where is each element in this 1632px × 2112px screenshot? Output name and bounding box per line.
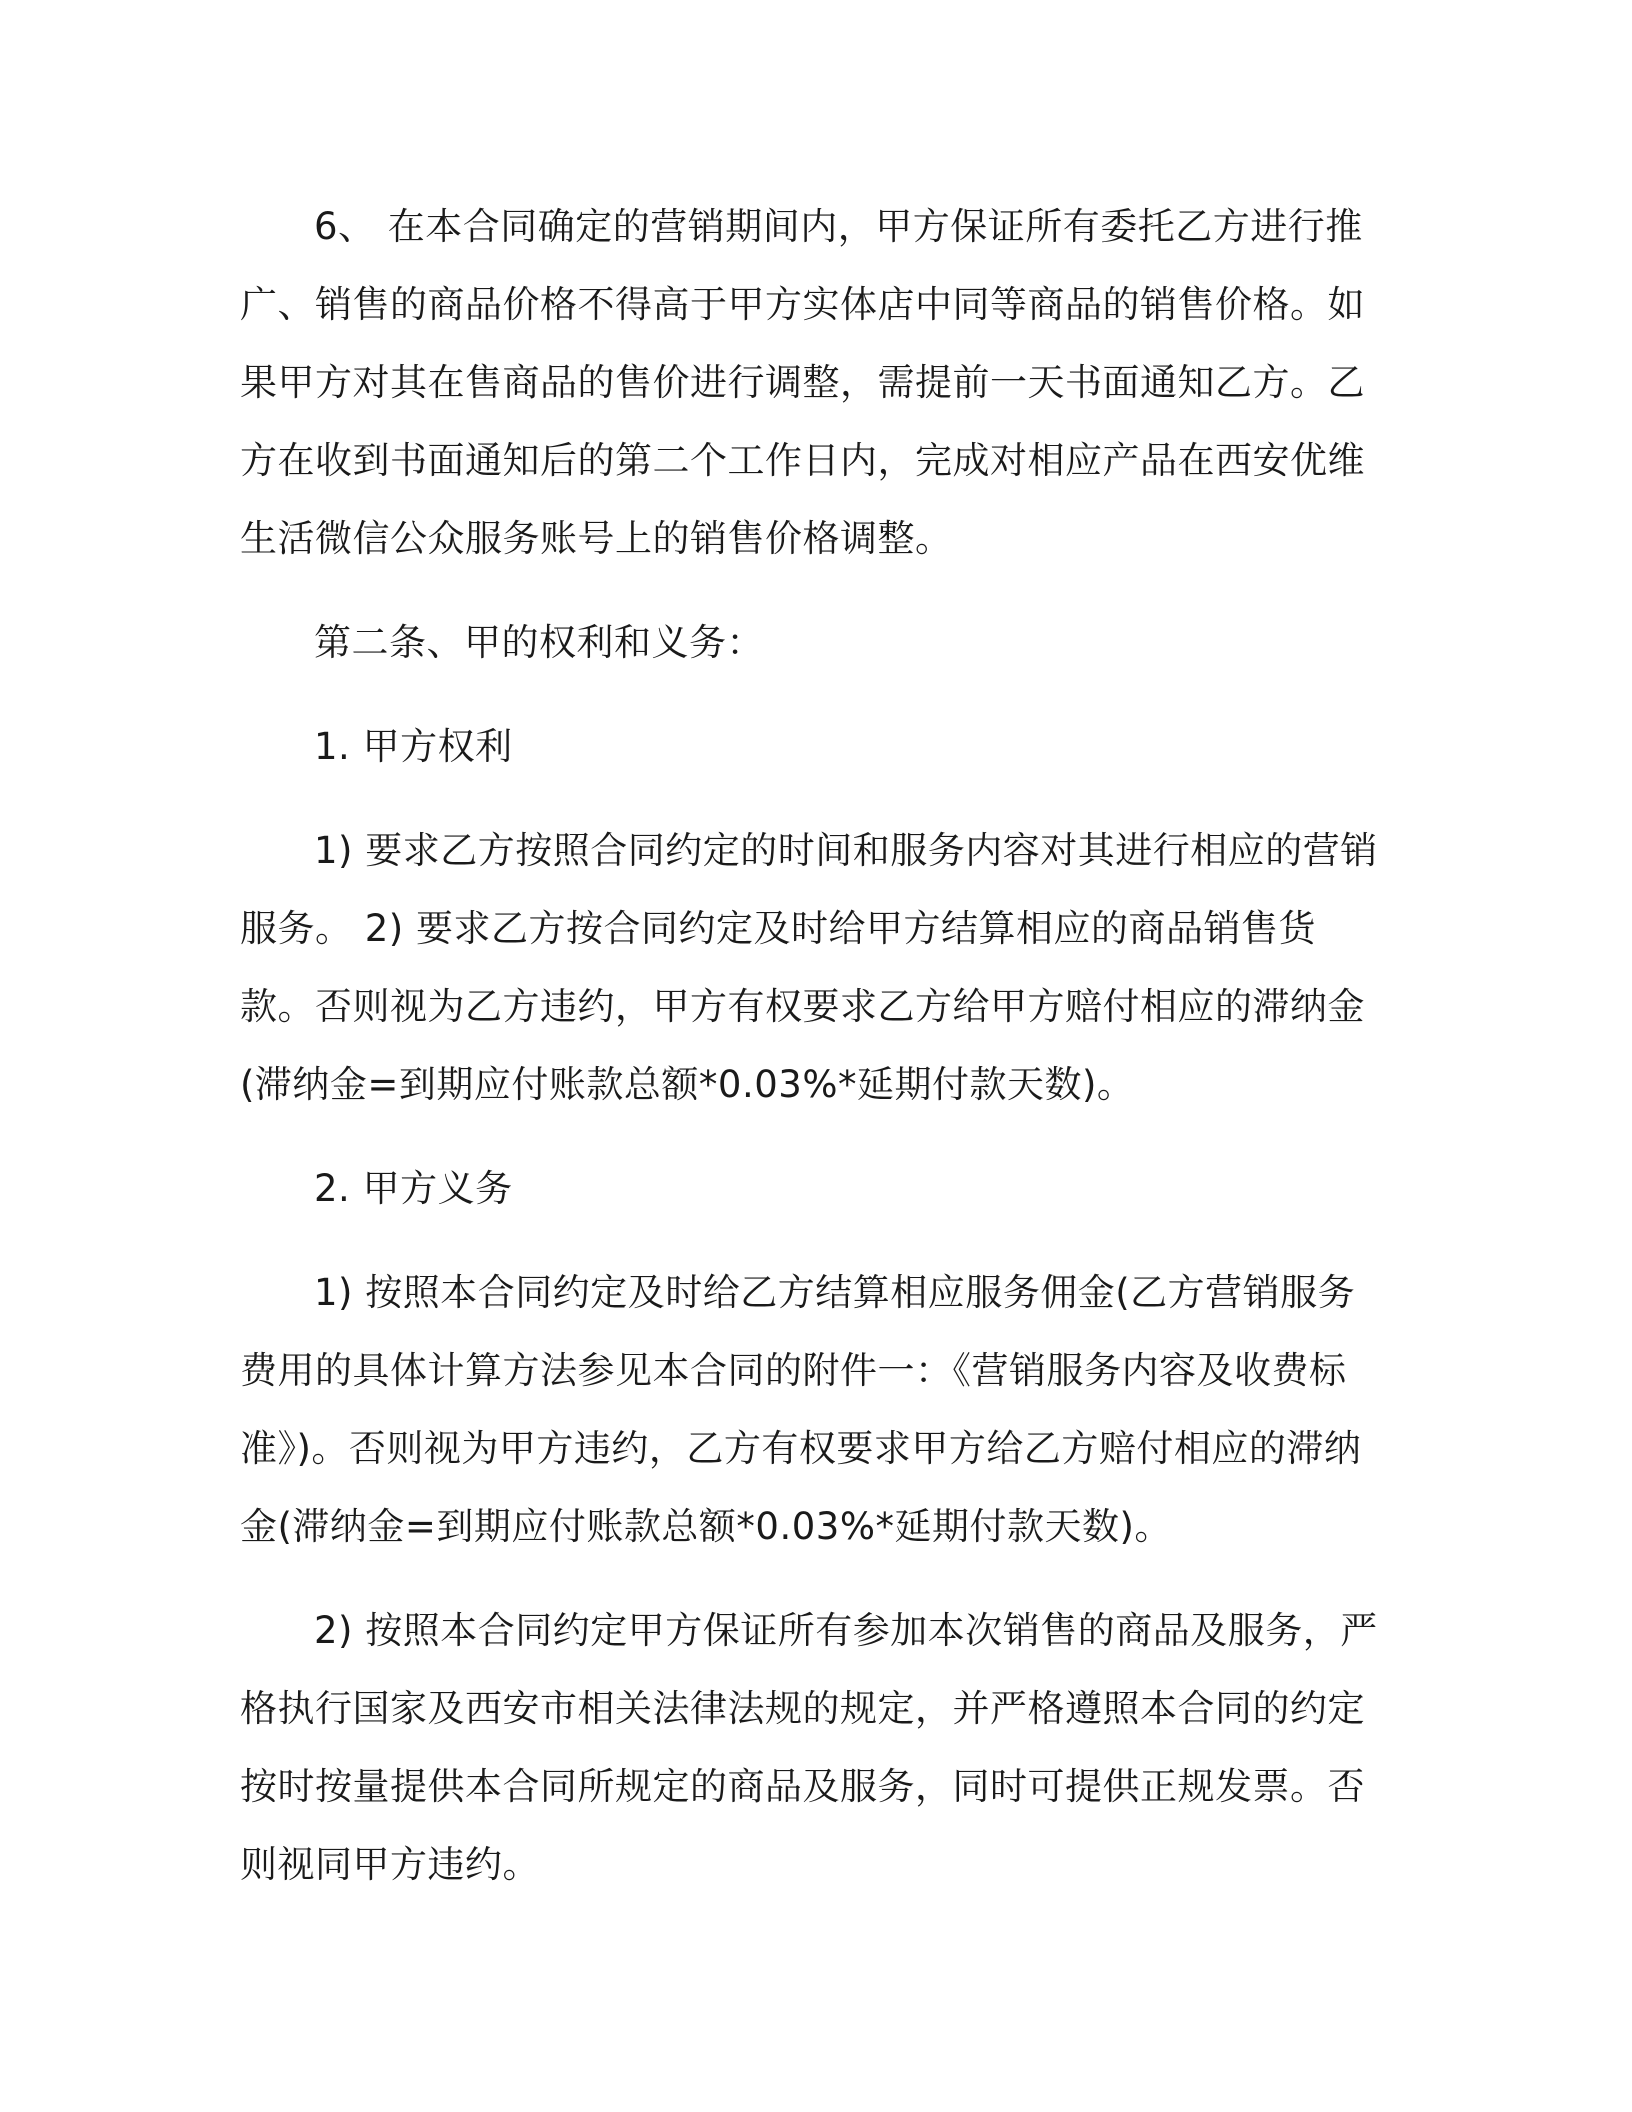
paragraph-obligation-commission: 1) 按照本合同约定及时给乙方结算相应服务佣金(乙方营销服务费用的具体计算方法参见本合同的附件一：《营销服务内容及收费标准》)。否则视为甲方违约，乙方有权要求甲方给乙方赔付相应的滞纳金(滞纳金=到期应付账款总额*0.03%*延期付款天数)。 bbox=[240, 1271, 1362, 1548]
subheading-party-a-obligations: 2. 甲方义务 bbox=[314, 1167, 513, 1210]
subheading-party-a-rights: 1. 甲方权利 bbox=[314, 725, 513, 768]
paragraph-price-guarantee: 6、 在本合同确定的营销期间内，甲方保证所有委托乙方进行推广、销售的商品价格不得高于甲方实体店中同等商品的销售价格。如果甲方对其在售商品的售价进行调整，需提前一天书面通知乙方。乙方在收到书面通知后的第二个工作日内，完成对相应产品在西安优维生活微信公众服务账号上的销售价格调整。 bbox=[240, 205, 1365, 560]
section-heading-party-a-rights-obligations: 第二条、甲的权利和义务： bbox=[314, 621, 764, 664]
paragraph-obligation-compliance: 2) 按照本合同约定甲方保证所有参加本次销售的商品及服务，严格执行国家及西安市相关法律法规的规定，并严格遵照本合同的约定按时按量提供本合同所规定的商品及服务，同时可提供正规发票。否则视同甲方违约。 bbox=[240, 1609, 1378, 1886]
paragraph-party-a-rights-items: 1) 要求乙方按照合同约定的时间和服务内容对其进行相应的营销服务。 2) 要求乙方按合同约定及时给甲方结算相应的商品销售货款。否则视为乙方违约，甲方有权要求乙方给甲方赔付相应的滞纳金(滞纳金=到期应付账款总额*0.03%*延期付款天数)。 bbox=[240, 829, 1378, 1106]
document-page bbox=[240, 188, 1390, 1904]
